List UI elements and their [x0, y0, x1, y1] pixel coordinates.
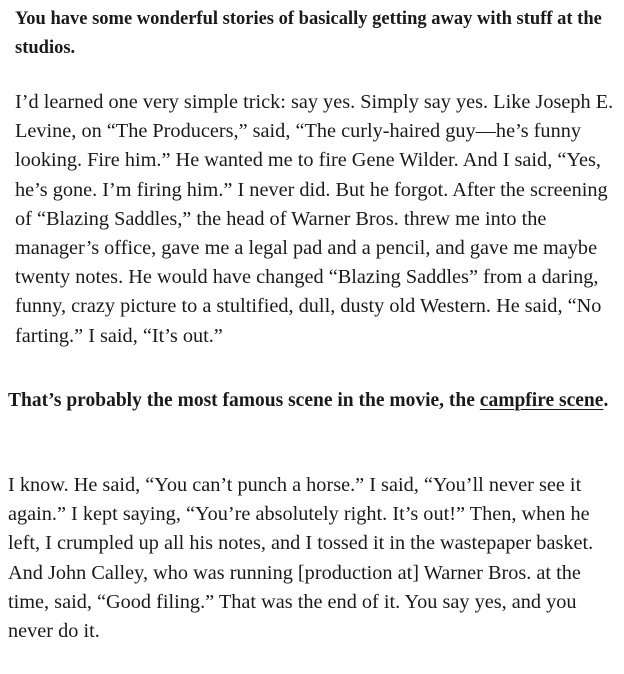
interview-answer: I’d learned one very simple trick: say yes. Simply say yes. Like Joseph E. Levine, on “The Producers,” said, “The curly-haired guy—he’s funny looking. Fire him.” He wanted me to fire Gene Wilder. And I said, “Yes, he’s gone. I’m firing him.” I never did. But he forgot. After the screening of “Blazing Saddles,” the head of Warner Bros. threw me into the manager’s office, gave me a legal pad and a pencil, and gave me maybe twenty notes. He would have changed “Blazing Saddles” from a daring, funny, crazy picture to a stultified, dull, dusty old Western. He said, “No farting.” I said, “It’s out.”: [15, 91, 614, 347]
interview-question: [8, 386, 618, 416]
question-text: That’s probably the most famous scene in the movie, the: [8, 390, 480, 411]
interview-question: You have some wonderful stories of basically getting away with stuff at the studios.: [15, 9, 602, 58]
campfire-scene-link[interactable]: campfire scene: [479, 390, 604, 411]
question-text-end: .: [603, 390, 609, 411]
interview-answer: I know. He said, “You can’t punch a horse.” I said, “You’ll never see it again.” I kept saying, “You’re absolutely right. It’s out!” Then, when he left, I crumpled up all his notes, and I tossed it in the wastepaper basket. And John Calley, who was running [production at] Warner Bros. at the time, said, “Good filing.” That was the end of it. You say yes, and you never do it.: [8, 474, 594, 643]
